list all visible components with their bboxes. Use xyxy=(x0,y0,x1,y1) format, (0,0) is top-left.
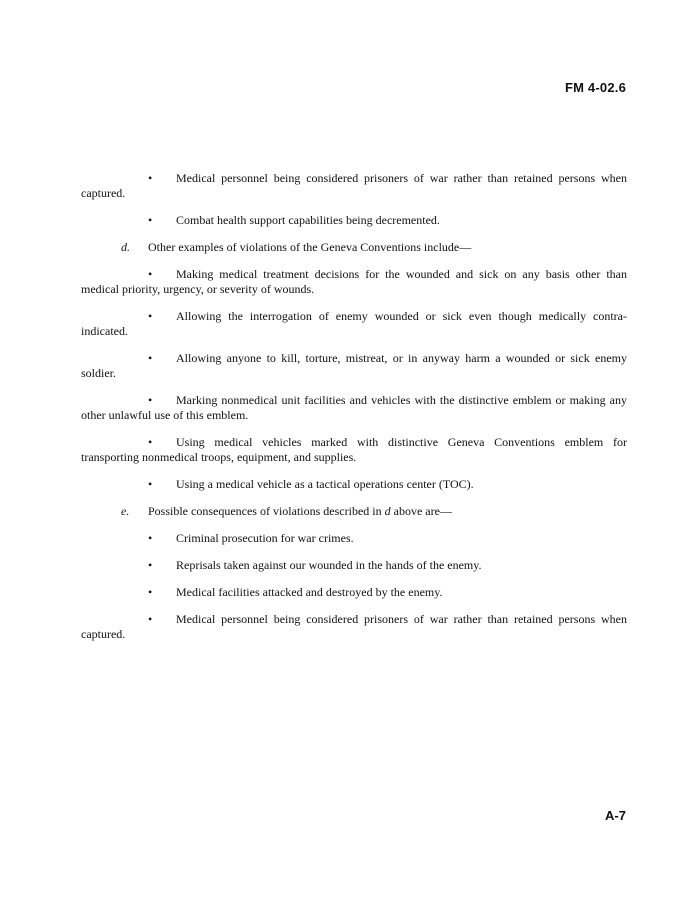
bullet-item-5 xyxy=(81,351,627,381)
bullet-text: Medical facilities attacked and destroyed by the enemy. xyxy=(176,585,443,599)
bullet-item-2 xyxy=(81,213,627,228)
bullet-glyph: • xyxy=(148,435,153,449)
bullet-item-1 xyxy=(81,171,627,201)
bullet-text: Combat health support capabilities being decremented. xyxy=(176,213,440,227)
bullet-text: Marking nonmedical unit facilities and vehicles with the distinctive emblem or making any other unlawful use of this emblem. xyxy=(81,393,627,422)
bullet-text: Using a medical vehicle as a tactical operations center (TOC). xyxy=(176,477,474,491)
bullet-glyph: • xyxy=(148,309,153,323)
subparagraph-d xyxy=(81,240,627,255)
bullet-text: Allowing the interrogation of enemy wounded or sick even though medically contra-indicated. xyxy=(81,309,627,338)
bullet-item-9 xyxy=(81,531,627,546)
bullet-item-10 xyxy=(81,558,627,573)
bullet-item-6 xyxy=(81,393,627,423)
bullet-item-11 xyxy=(81,585,627,600)
bullet-glyph: • xyxy=(148,477,153,491)
bullet-text: Making medical treatment decisions for the wounded and sick on any basis other than medical priority, urgency, or severity of wounds. xyxy=(81,267,627,296)
subparagraph-letter: e. xyxy=(121,504,130,518)
bullet-glyph: • xyxy=(148,351,153,365)
bullet-glyph: • xyxy=(148,558,153,572)
subparagraph-text: Other examples of violations of the Geneva Conventions include— xyxy=(148,240,472,254)
bullet-glyph: • xyxy=(148,171,153,185)
bullet-item-12 xyxy=(81,612,627,642)
bullet-text: Medical personnel being considered prisoners of war rather than retained persons when captured. xyxy=(81,612,627,641)
subparagraph-reference: d xyxy=(384,504,391,518)
bullet-glyph: • xyxy=(148,267,153,281)
bullet-item-3 xyxy=(81,267,627,297)
bullet-text: Using medical vehicles marked with distinctive Geneva Conventions emblem for transporting nonmedical troops, equipment, and supplies. xyxy=(81,435,627,464)
bullet-text: Criminal prosecution for war crimes. xyxy=(176,531,354,545)
bullet-item-7 xyxy=(81,435,627,465)
bullet-glyph: • xyxy=(148,531,153,545)
bullet-text: Allowing anyone to kill, torture, mistreat, or in anyway harm a wounded or sick enemy soldier. xyxy=(81,351,627,380)
document-id-header: FM 4-02.6 xyxy=(564,80,626,95)
subparagraph-text-start: Possible consequences of violations described in xyxy=(148,504,385,518)
bullet-text: Reprisals taken against our wounded in the hands of the enemy. xyxy=(176,558,482,572)
subparagraph-letter: d. xyxy=(121,240,130,254)
subparagraph-text-end: above are— xyxy=(390,504,452,518)
bullet-text: Medical personnel being considered prisoners of war rather than retained persons when captured. xyxy=(81,171,627,200)
bullet-glyph: • xyxy=(148,393,153,407)
bullet-glyph: • xyxy=(148,213,153,227)
page-number-footer: A-7 xyxy=(605,808,626,823)
bullet-item-4 xyxy=(81,309,627,339)
subparagraph-e xyxy=(81,504,627,519)
document-body xyxy=(81,171,627,654)
bullet-glyph: • xyxy=(148,612,153,626)
bullet-glyph: • xyxy=(148,585,153,599)
bullet-item-8 xyxy=(81,477,627,492)
